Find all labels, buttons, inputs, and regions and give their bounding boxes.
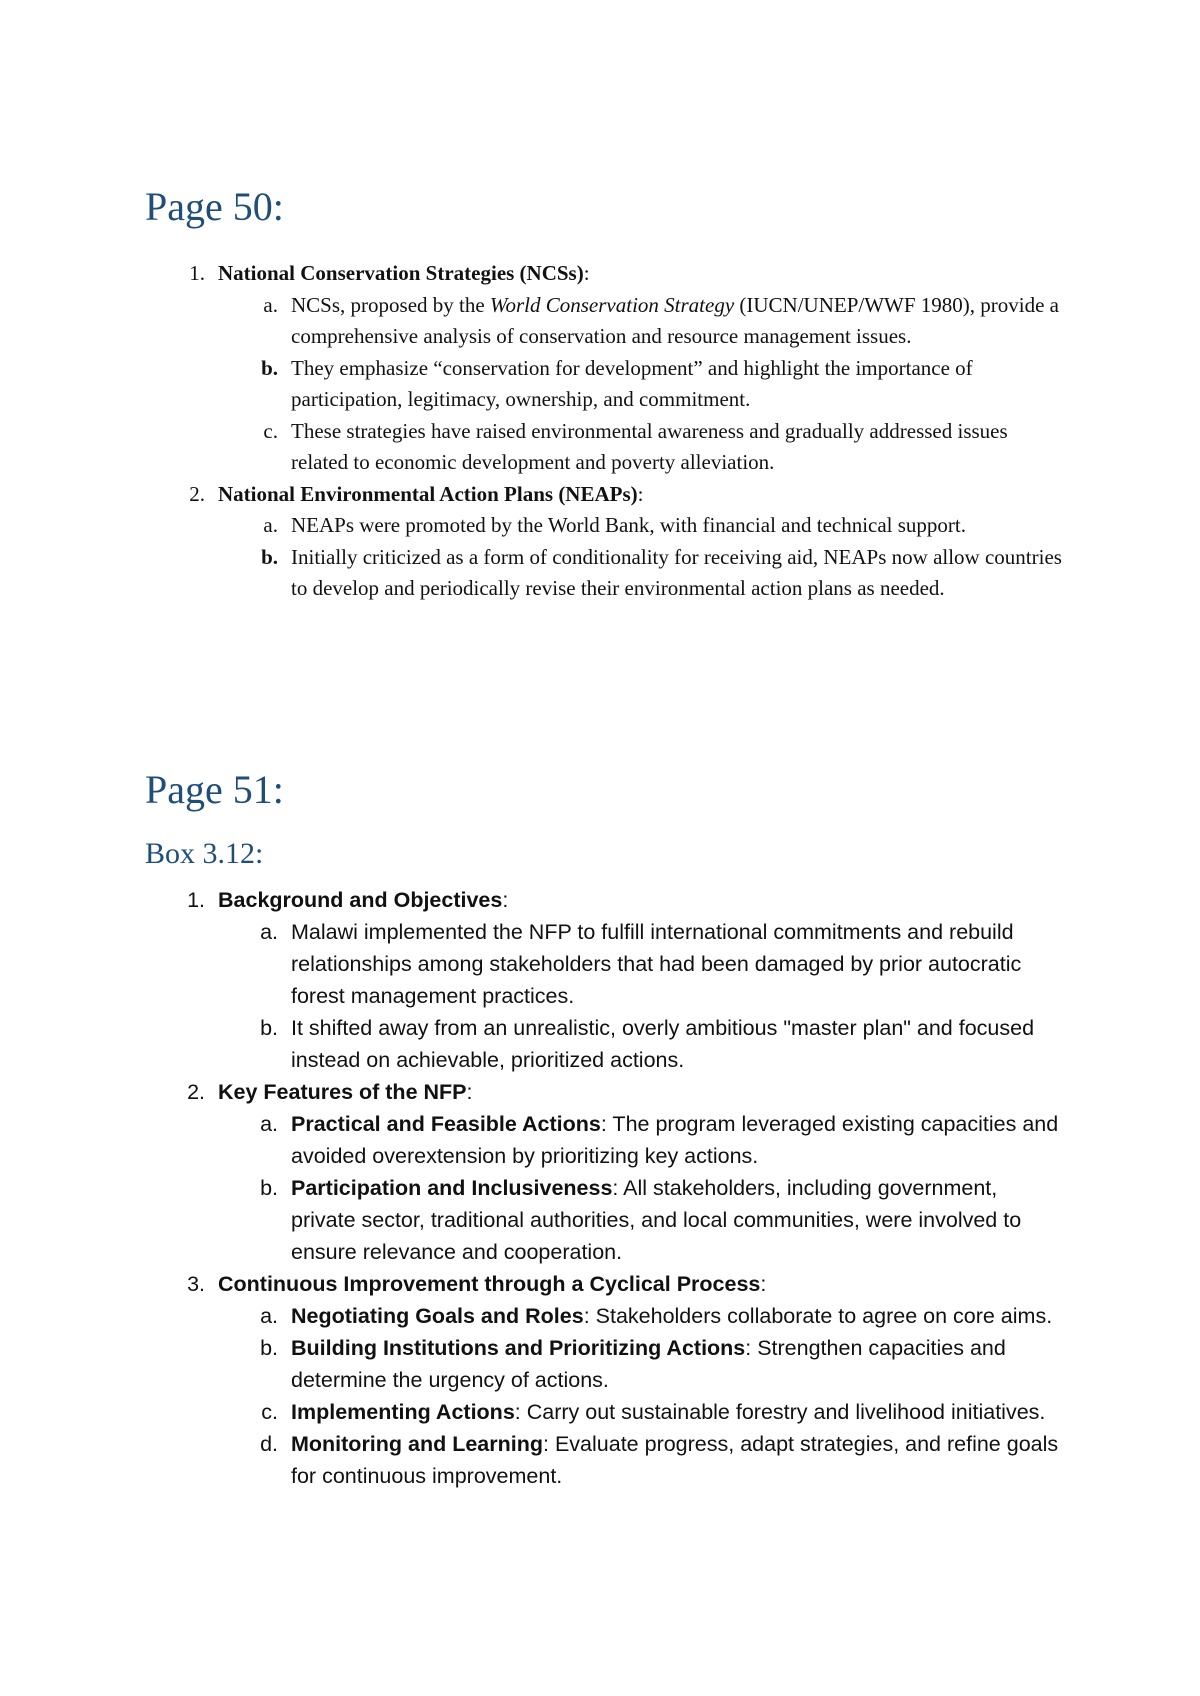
list-item-ncs: 1. National Conservation Strategies (NCSs):	[145, 258, 1065, 290]
sub-item: a. Negotiating Goals and Roles: Stakeholders collaborate to agree on core aims.	[145, 1300, 1065, 1332]
sub-letter: a.	[260, 1112, 278, 1136]
page-50-heading: Page 50:	[145, 184, 284, 229]
page-51-heading: Page 51:	[145, 767, 284, 812]
sub-letter: b.	[260, 1336, 278, 1360]
item-title: Background and Objectives	[218, 888, 503, 912]
item-title: Continuous Improvement through a Cyclical Process	[218, 1272, 761, 1296]
sub-letter: d.	[260, 1432, 278, 1456]
sub-item: b. Building Institutions and Prioritizing Actions: Strengthen capacities and determine the urgency of actions.	[145, 1332, 1065, 1396]
sub-item: a. NCSs, proposed by the World Conservation Strategy (IUCN/UNEP/WWF 1980), provide a comprehensive analysis of conservation and resource management issues.	[145, 290, 1065, 353]
sub-letter: c.	[263, 418, 278, 443]
sub-letter: b.	[260, 1016, 278, 1040]
sub-letter: a.	[260, 1304, 278, 1328]
list-item-neap: 2. National Environmental Action Plans (NEAPs):	[145, 479, 1065, 511]
sub-item: a. Practical and Feasible Actions: The program leveraged existing capacities and avoided overextension by prioritizing key actions.	[145, 1108, 1065, 1172]
sub-item: b. Initially criticized as a form of conditionality for receiving aid, NEAPs now allow countries to develop and periodically revise their environmental action plans as needed.	[145, 542, 1065, 605]
list-number: 3.	[187, 1272, 205, 1296]
item-title: National Conservation Strategies (NCSs)	[218, 261, 584, 285]
item-title: National Environmental Action Plans (NEAPs)	[218, 481, 638, 506]
list-item-key-features: 2. Key Features of the NFP:	[145, 1076, 1065, 1108]
page-50-list	[145, 258, 1065, 605]
list-number: 1.	[187, 888, 205, 912]
list-number: 2.	[187, 1080, 205, 1104]
item-title: Key Features of the NFP	[218, 1080, 467, 1104]
sub-letter: a.	[263, 292, 278, 317]
list-item-continuous-improvement: 3. Continuous Improvement through a Cyclical Process:	[145, 1268, 1065, 1300]
sub-letter: a.	[263, 513, 278, 537]
sub-item: b. Participation and Inclusiveness: All stakeholders, including government, private sector, traditional authorities, and local communities, were involved to ensure relevance and cooperation.	[145, 1172, 1065, 1268]
sub-letter: c.	[261, 1400, 278, 1424]
sub-item: a. Malawi implemented the NFP to fulfill international commitments and rebuild relationships among stakeholders that had been damaged by prior autocratic forest management practices.	[145, 916, 1065, 1012]
page-51-list	[145, 884, 1065, 1492]
box-heading: Box 3.12:	[145, 837, 264, 870]
sub-item: c. These strategies have raised environmental awareness and gradually addressed issues related to economic development and poverty alleviation.	[145, 416, 1065, 479]
sub-item: d. Monitoring and Learning: Evaluate progress, adapt strategies, and refine goals for continuous improvement.	[145, 1428, 1065, 1492]
sub-item: c. Implementing Actions: Carry out sustainable forestry and livelihood initiatives.	[145, 1396, 1065, 1428]
sub-letter: b.	[261, 355, 278, 380]
sub-item: b. It shifted away from an unrealistic, overly ambitious "master plan" and focused instead on achievable, prioritized actions.	[145, 1012, 1065, 1076]
list-number: 2.	[189, 481, 205, 506]
sub-item: a. NEAPs were promoted by the World Bank, with financial and technical support.	[145, 510, 1065, 542]
sub-letter: b.	[261, 544, 278, 569]
list-item-background: 1. Background and Objectives:	[145, 884, 1065, 916]
list-number: 1.	[189, 261, 205, 285]
sub-letter: a.	[260, 920, 278, 944]
sub-letter: b.	[260, 1176, 278, 1200]
sub-item: b. They emphasize “conservation for development” and highlight the importance of participation, legitimacy, ownership, and commitment.	[145, 353, 1065, 416]
